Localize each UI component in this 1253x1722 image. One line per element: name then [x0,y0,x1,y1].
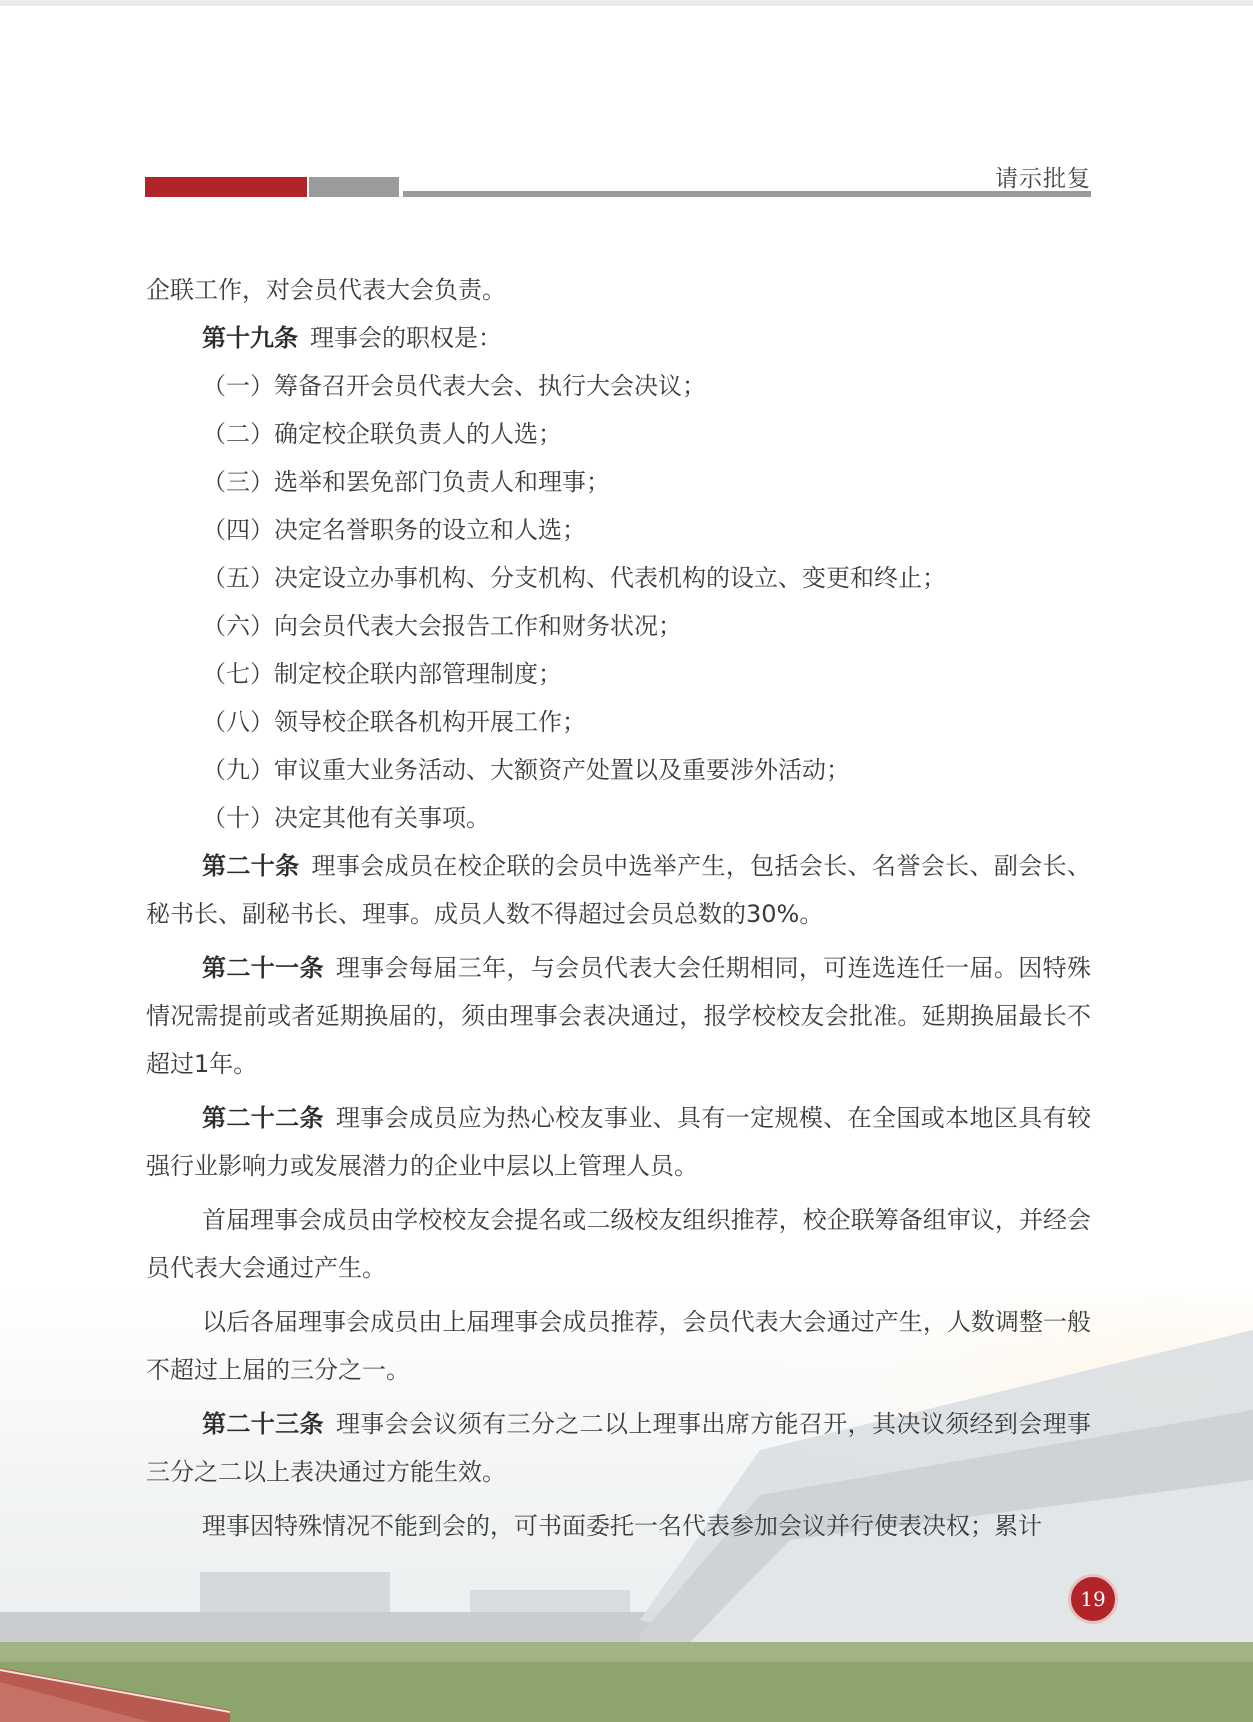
header-red-bar [145,177,307,197]
paragraph-later-council: 以后各届理事会成员由上届理事会成员推荐，会员代表大会通过产生，人数调整一般不超过上届的三分之一。 [146,1308,1091,1384]
article-20 [146,842,1091,938]
list-item: （二）确定校企联负责人的人选； [202,420,562,448]
paragraph-continued: 企联工作，对会员代表大会负责。 [146,276,506,304]
article-text: 理事会每届三年，与会员代表大会任期相同，可连选连任一届。因特殊情况需提前或者延期换届的，须由理事会表决通过，报学校校友会批准。延期换届最长不超过1年。 [146,954,1091,1078]
article-label: 第十九条 [202,324,298,352]
article-text: 理事会成员应为热心校友事业、具有一定规模、在全国或本地区具有较强行业影响力或发展潜力的企业中层以上管理人员。 [146,1104,1091,1180]
top-edge-strip [0,0,1253,6]
article-text: 理事会的职权是： [310,324,502,352]
header-rule [403,191,1091,197]
list-item: （一）筹备召开会员代表大会、执行大会决议； [202,372,706,400]
article-label: 第二十二条 [202,1104,324,1132]
paragraph-proxy: 理事因特殊情况不能到会的，可书面委托一名代表参加会议并行使表决权；累计 [202,1512,1042,1540]
list-item: （十）决定其他有关事项。 [202,804,490,832]
list-item: （八）领导校企联各机构开展工作； [202,708,586,736]
article-text: 理事会会议须有三分之二以上理事出席方能召开，其决议须经到会理事三分之二以上表决通过方能生效。 [146,1410,1091,1486]
list-item: （五）决定设立办事机构、分支机构、代表机构的设立、变更和终止； [202,564,946,592]
paragraph-first-council: 首届理事会成员由学校校友会提名或二级校友组织推荐，校企联筹备组审议，并经会员代表大会通过产生。 [146,1206,1091,1282]
article-22 [146,1094,1091,1190]
page-number-badge: 19 [1068,1574,1118,1624]
article-text: 理事会成员在校企联的会员中选举产生，包括会长、名誉会长、副会长、秘书长、副秘书长、理事。成员人数不得超过会员总数的30%。 [146,852,1092,928]
list-item: （七）制定校企联内部管理制度； [202,660,562,688]
article-label: 第二十一条 [202,954,324,982]
list-item: （六）向会员代表大会报告工作和财务状况； [202,612,682,640]
list-item: （三）选举和罢免部门负责人和理事； [202,468,610,496]
article-23 [146,1400,1091,1496]
article-label: 第二十条 [202,852,300,880]
section-title: 请示批复 [995,166,1091,192]
article-21 [146,944,1091,1088]
article-19 [146,314,1091,362]
header-grey-bar [309,177,399,197]
document-body [146,266,1091,1550]
article-label: 第二十三条 [202,1410,324,1438]
list-item: （四）决定名誉职务的设立和人选； [202,516,586,544]
list-item: （九）审议重大业务活动、大额资产处置以及重要涉外活动； [202,756,850,784]
